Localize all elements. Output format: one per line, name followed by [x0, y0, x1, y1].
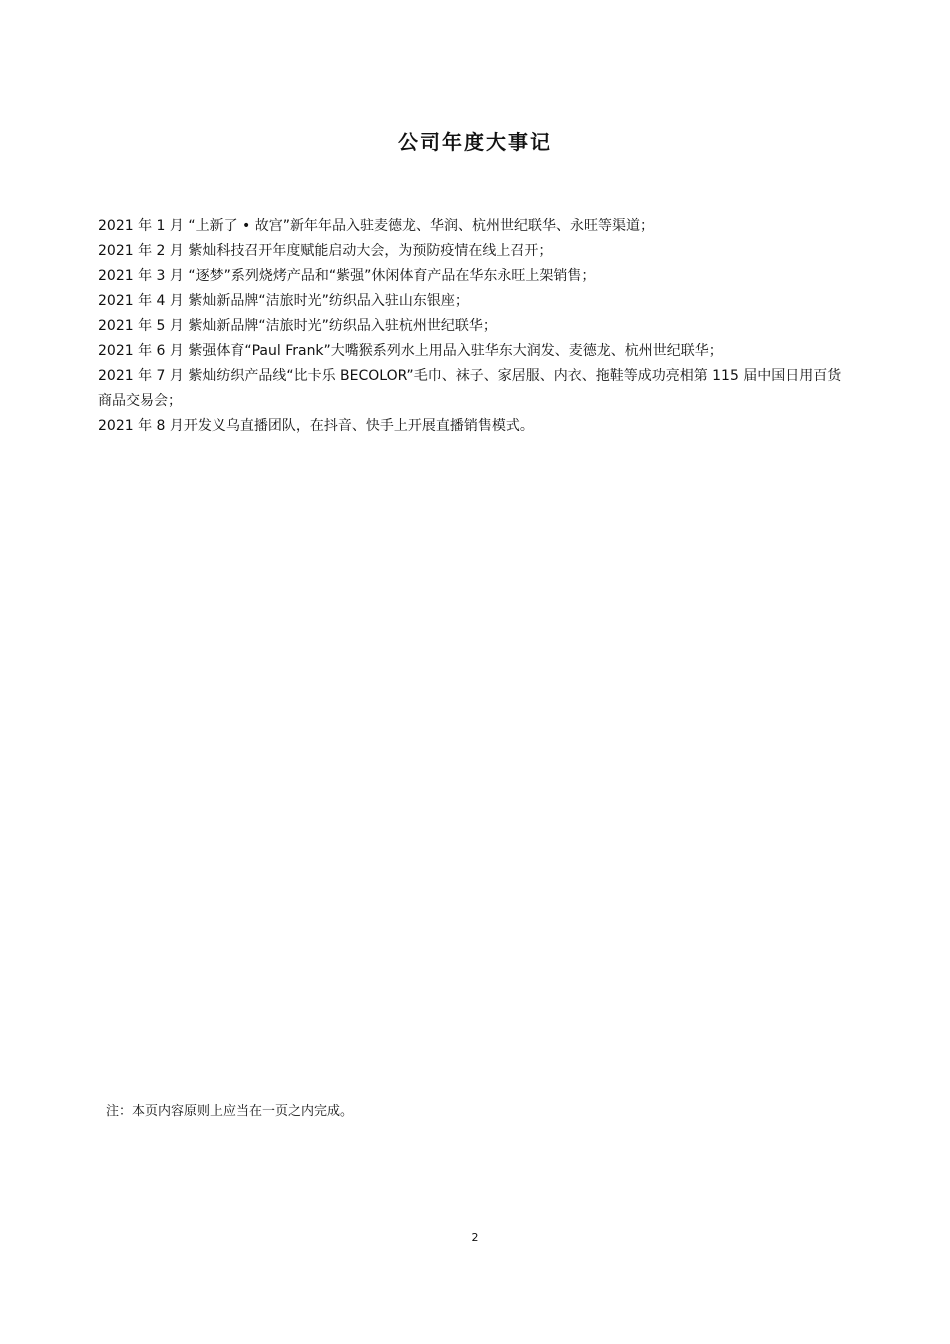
page-number: 2 — [471, 1231, 479, 1244]
event-item: 2021 年 5 月 紫灿新品牌“洁旅时光”纺织品入驻杭州世纪联华； — [98, 318, 497, 334]
events-list — [98, 214, 850, 439]
event-item: 2021 年 3 月 “逐梦”系列烧烤产品和“紫强”休闲体育产品在华东永旺上架销售； — [98, 268, 596, 284]
footnote: 注：本页内容原则上应当在一页之内完成。 — [106, 1104, 354, 1119]
event-item: 2021 年 2 月 紫灿科技召开年度赋能启动大会，为预防疫情在线上召开； — [98, 243, 553, 259]
event-item: 2021 年 8 月开发义乌直播团队，在抖音、快手上开展直播销售模式。 — [98, 418, 534, 434]
event-item: 2021 年 6 月 紫强体育“Paul Frank”大嘴猴系列水上用品入驻华东大润发、麦德龙、杭州世纪联华； — [98, 343, 723, 359]
event-item: 2021 年 7 月 紫灿纺织产品线“比卡乐 BECOLOR”毛巾、袜子、家居服、内衣、拖鞋等成功亮相第 115 届中国日用百货商品交易会； — [98, 368, 842, 409]
event-item: 2021 年 4 月 紫灿新品牌“洁旅时光”纺织品入驻山东银座； — [98, 293, 469, 309]
event-item: 2021 年 1 月 “上新了 • 故宫”新年年品入驻麦德龙、华润、杭州世纪联华、永旺等渠道； — [98, 218, 654, 234]
page-title: 公司年度大事记 — [398, 130, 552, 154]
